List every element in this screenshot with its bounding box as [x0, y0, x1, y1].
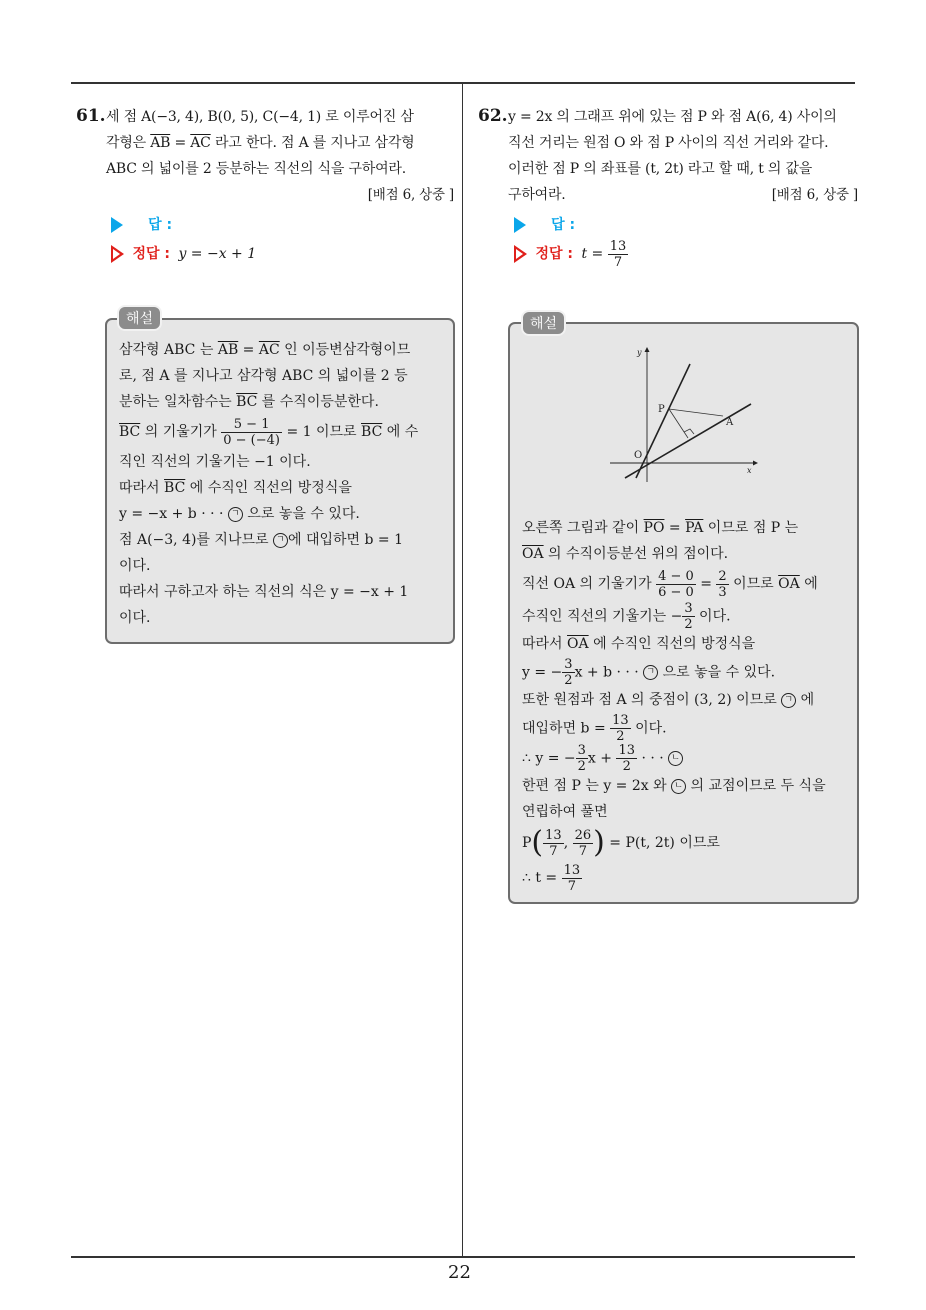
right-paren: ) — [593, 825, 605, 860]
question-text — [508, 104, 858, 208]
column-divider — [462, 83, 463, 1258]
fraction: $\frac{13}{2}$ — [618, 743, 635, 774]
circled-mark-icon: ㄱ — [781, 693, 796, 708]
solution-line: y = −x + b · · · ㄱ 으로 놓을 수 있다. — [119, 506, 360, 522]
solution-line: ∴ y = − $\frac{3}{2}$ x + $\frac{13}{2}$ · · · ㄴ — [522, 743, 852, 773]
solution-line: 직선 OA 의 기울기가 $\frac{4 - 0}{6 - 0}$ = $\frac{2}{3}$ 이므로 $\overline{OA}$ 에 — [522, 568, 818, 600]
fraction: $\frac{13}{7}$ — [609, 238, 627, 270]
page-number: 22 — [448, 1262, 471, 1283]
solution-line: ∴ t = $\frac{13}{7}$ — [522, 862, 581, 894]
solution-line: $\overline{BC}$ 의 기울기가 $\frac{5 - 1}{0 - (-4)}$ = 1 이므로 $\overline{BC}$ 에 수 — [119, 416, 419, 448]
question-line: ABC 의 넓이를 2 등분하는 직선의 식을 구하여라. — [106, 161, 406, 177]
x-axis-label: x — [747, 466, 752, 475]
question-line: 세 점 A(−3, 4), B(0, 5), C(−4, 1) 로 이루어진 삼 — [106, 109, 414, 125]
right-angle-mark-icon — [684, 429, 694, 434]
fraction: $\frac{3}{2}$ — [684, 601, 693, 632]
solution-line: 따라서 $\overline{BC}$ 에 수직인 직선의 방정식을 — [119, 480, 352, 496]
answer-arrow-icon — [111, 217, 123, 233]
correct-answer-row — [111, 243, 256, 263]
solution-line: $\overline{OA}$ 의 수직이등분선 위의 점이다. — [522, 546, 729, 562]
correct-answer-row — [514, 236, 628, 272]
circled-mark-icon: ㄱ — [228, 507, 243, 522]
circled-mark-icon: ㄱ — [273, 533, 288, 548]
correct-label: 정답 : — [132, 246, 170, 262]
answer-row — [514, 214, 575, 234]
solution-line: 이다. — [119, 558, 151, 574]
solution-line: 따라서 $\overline{OA}$ 에 수직인 직선의 방정식을 — [522, 636, 756, 652]
question-text — [106, 104, 454, 208]
answer-label: 답 : — [551, 217, 576, 233]
fraction: $\frac{3}{2}$ — [564, 657, 573, 688]
correct-value: y = −x + 1 — [178, 246, 257, 262]
circled-mark-icon: ㄴ — [668, 751, 683, 766]
perpendicular-bisector — [669, 409, 688, 438]
line-y-2x — [636, 364, 690, 478]
line-oa — [625, 404, 751, 478]
solution-line: y = − $\frac{3}{2}$ x + b · · · ㄱ 으로 놓을 수 있다. — [522, 657, 776, 688]
y-axis-label: y — [637, 348, 642, 357]
fraction: $\frac{3}{2}$ — [577, 743, 586, 774]
solution-tag: 해설 — [117, 305, 162, 331]
solution-line: 대입하면 b = $\frac{13}{2}$ 이다. — [522, 713, 667, 744]
point-p-label: P — [658, 404, 665, 415]
solution-text — [522, 515, 852, 895]
solution-tag: 해설 — [521, 310, 566, 336]
point-a-label: A — [726, 417, 734, 428]
solution-line: P( $\frac{13}{7}$ , $\frac{26}{7}$ ) = P(t, 2t) 이므로 — [522, 825, 720, 860]
solution-line: 직인 직선의 기울기는 −1 이다. — [119, 454, 311, 470]
correct-label: 정답 : — [535, 246, 573, 262]
score-label: [배점 6, 상중 ] — [367, 187, 454, 203]
solution-line: 연립하여 풀면 — [522, 804, 608, 820]
answer-label: 답 : — [148, 217, 173, 233]
solution-line: 한편 점 P 는 y = 2x 와 ㄴ 의 교점이므로 두 식을 — [522, 778, 826, 794]
x-axis-arrow-icon — [753, 461, 758, 466]
solution-line: 수직인 직선의 기울기는 − $\frac{3}{2}$ 이다. — [522, 601, 731, 632]
question-number: 62. — [478, 106, 508, 126]
solution-line: 분하는 일차함수는 $\overline{BC}$ 를 수직이등분한다. — [119, 394, 379, 410]
fraction: $\frac{13}{2}$ — [612, 713, 629, 744]
answer-arrow-icon — [514, 217, 526, 233]
question-line: 직선 거리는 원점 O 와 점 P 사이의 직선 거리와 같다. — [508, 135, 829, 151]
fraction: $\frac{13}{7}$ — [545, 827, 562, 859]
score-label: [배점 6, 상중 ] — [771, 187, 858, 203]
bottom-rule — [71, 1256, 855, 1258]
fraction: $\frac{26}{7}$ — [574, 827, 592, 859]
origin-label: O — [634, 450, 643, 461]
question-line: y = 2x 의 그래프 위에 있는 점 P 와 점 A(6, 4) 사이의 — [508, 109, 837, 125]
question-number: 61. — [76, 106, 106, 126]
top-rule — [71, 82, 855, 84]
solution-line: 오른쪽 그림과 같이 $\overline{PO} = \overline{PA}$ 이므로 점 P 는 — [522, 520, 799, 536]
solution-line: 또한 원점과 점 A 의 중점이 (3, 2) 이므로 ㄱ 에 — [522, 692, 815, 708]
fraction: $\frac{5 - 1}{0 - (-4)}$ — [223, 416, 280, 448]
question-line: 각형은 $\overline{AB} = \overline{AC}$ 라고 한다. 점 A 를 지나고 삼각형 — [106, 135, 415, 151]
fraction: $\frac{4 - 0}{6 - 0}$ — [658, 568, 694, 600]
segment-pa — [669, 409, 723, 416]
y-axis-arrow-icon — [645, 347, 650, 352]
circled-mark-icon: ㄱ — [643, 665, 658, 680]
solution-line: 점 A(−3, 4)를 지나므로 ㄱ 에 대입하면 b = 1 — [119, 532, 404, 548]
solution-line: 이다. — [119, 610, 151, 626]
circled-mark-icon: ㄴ — [671, 779, 686, 794]
correct-value: t = — [581, 246, 608, 262]
question-line: 이러한 점 P 의 좌표를 (t, 2t) 라고 할 때, t 의 값을 — [508, 161, 813, 177]
solution-line: 로, 점 A 를 지나고 삼각형 ABC 의 넓이를 2 등 — [119, 368, 408, 384]
left-paren: ( — [531, 825, 544, 860]
correct-arrow-icon — [514, 245, 527, 263]
correct-arrow-icon — [111, 245, 124, 263]
fraction: $\frac{13}{7}$ — [563, 862, 581, 894]
coordinate-graph — [605, 342, 765, 482]
solution-line: 삼각형 ABC 는 $\overline{AB} = \overline{AC}$ 인 이등변삼각형이므 — [119, 342, 411, 358]
answer-row — [111, 214, 172, 234]
question-line: 구하여라. [배점 6, 상중 ] — [508, 182, 858, 208]
fraction: $\frac{2}{3}$ — [718, 568, 727, 600]
solution-line: 따라서 구하고자 하는 직선의 식은 y = −x + 1 — [119, 584, 409, 600]
solution-text — [119, 337, 445, 631]
